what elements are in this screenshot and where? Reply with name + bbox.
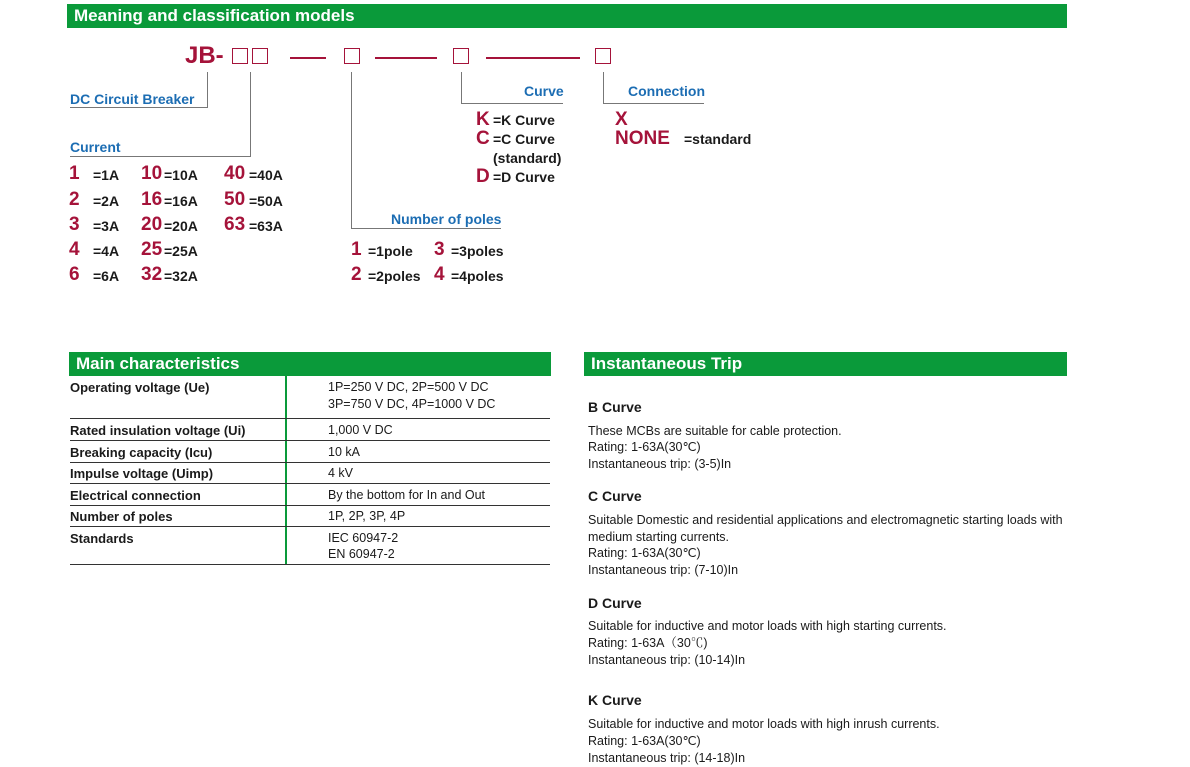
- char-value: 3P=750 V DC, 4P=1000 V DC: [328, 397, 496, 411]
- current-code: 50: [224, 189, 246, 210]
- code-box-current-1: [232, 48, 248, 64]
- char-separator: [70, 462, 550, 463]
- char-label: Operating voltage (Ue): [70, 380, 210, 395]
- trip-line: Rating: 1-63A(30℃): [588, 440, 701, 454]
- trip-line: Suitable Domestic and residential applications and electromagnetic starting loads with medium starting currents.: [588, 513, 1063, 544]
- curve-code: C: [476, 128, 490, 149]
- char-separator: [70, 505, 550, 506]
- code-dash-2: [375, 57, 437, 59]
- characteristics-header: Main characteristics: [69, 352, 551, 376]
- char-value: EN 60947-2: [328, 547, 395, 561]
- curve-label: Curve: [524, 83, 564, 99]
- curve-code: D: [476, 166, 490, 187]
- code-box-current-2: [252, 48, 268, 64]
- current-value: =63A: [249, 218, 283, 234]
- connector-curve-v: [461, 72, 462, 104]
- char-separator: [70, 564, 550, 565]
- current-code: 3: [69, 214, 80, 235]
- char-separator: [70, 526, 550, 527]
- trip-line: Suitable for inductive and motor loads with high starting currents.: [588, 619, 947, 633]
- pole-code: 3: [434, 239, 445, 260]
- trip-line: Instantaneous trip: (14-18)In: [588, 751, 746, 765]
- connector-current-v: [250, 72, 251, 157]
- connection-label: Connection: [628, 83, 705, 99]
- curve-value: =D Curve: [493, 169, 555, 185]
- current-value: =50A: [249, 193, 283, 209]
- char-separator: [70, 483, 550, 484]
- connector-curve-h: [461, 103, 563, 104]
- trip-title: D Curve: [588, 595, 642, 611]
- pole-code: 1: [351, 239, 362, 260]
- poles-label: Number of poles: [391, 211, 502, 227]
- connector-connection-h: [603, 103, 704, 104]
- char-value: 10 kA: [328, 445, 360, 459]
- char-label: Standards: [70, 531, 134, 546]
- curve-note: (standard): [493, 150, 562, 166]
- code-box-poles: [344, 48, 360, 64]
- connection-code: X: [615, 109, 628, 130]
- current-code: 25: [141, 239, 163, 260]
- pole-value: =3poles: [451, 243, 504, 259]
- code-dash-1: [290, 57, 326, 59]
- current-code: 2: [69, 189, 80, 210]
- trip-line: Rating: 1-63A（30℃): [588, 636, 708, 650]
- char-value: 1P=250 V DC, 2P=500 V DC: [328, 380, 489, 394]
- trip-title: C Curve: [588, 488, 642, 504]
- trip-title: K Curve: [588, 692, 642, 708]
- current-code: 6: [69, 264, 80, 285]
- current-code: 4: [69, 239, 80, 260]
- current-value: =1A: [93, 167, 120, 183]
- trip-line: These MCBs are suitable for cable protection.: [588, 424, 842, 438]
- model-prefix: JB-: [185, 42, 224, 69]
- connection-code: NONE: [615, 128, 670, 149]
- pole-code: 2: [351, 264, 362, 285]
- pole-value: =2poles: [368, 268, 421, 284]
- char-label: Rated insulation voltage (Ui): [70, 423, 246, 438]
- current-code: 63: [224, 214, 246, 235]
- current-code: 20: [141, 214, 163, 235]
- trip-title: B Curve: [588, 399, 642, 415]
- current-value: =25A: [164, 243, 198, 259]
- characteristics-column-divider: [285, 376, 287, 564]
- code-dash-3: [486, 57, 580, 59]
- trip-line: Rating: 1-63A(30℃): [588, 734, 701, 748]
- current-value: =20A: [164, 218, 198, 234]
- pole-value: =1pole: [368, 243, 413, 259]
- current-code: 1: [69, 163, 80, 184]
- trip-header: Instantaneous Trip: [584, 352, 1067, 376]
- connector-poles-h: [351, 228, 501, 229]
- current-value: =32A: [164, 268, 198, 284]
- trip-line: Instantaneous trip: (10-14)In: [588, 653, 746, 667]
- current-value: =10A: [164, 167, 198, 183]
- curve-value: =C Curve: [493, 131, 555, 147]
- char-separator: [70, 440, 550, 441]
- meaning-header: Meaning and classification models: [67, 4, 1067, 28]
- current-value: =40A: [249, 167, 283, 183]
- char-separator: [70, 418, 550, 419]
- connector-poles-v: [351, 72, 352, 229]
- connector-dc-h: [70, 107, 208, 108]
- current-code: 40: [224, 163, 246, 184]
- char-value: By the bottom for In and Out: [328, 488, 486, 502]
- trip-line: Suitable for inductive and motor loads with high inrush currents.: [588, 717, 940, 731]
- connector-connection-v: [603, 72, 604, 104]
- connector-current-h: [70, 156, 251, 157]
- connection-value: =standard: [684, 131, 752, 147]
- char-label: Impulse voltage (Uimp): [70, 466, 214, 481]
- pole-code: 4: [434, 264, 445, 285]
- current-value: =2A: [93, 193, 120, 209]
- current-code: 16: [141, 189, 163, 210]
- current-label: Current: [70, 139, 121, 155]
- char-label: Breaking capacity (Icu): [70, 445, 213, 460]
- current-code: 10: [141, 163, 163, 184]
- code-box-curve: [453, 48, 469, 64]
- current-value: =3A: [93, 218, 120, 234]
- connector-dc-v: [207, 72, 208, 108]
- trip-line: Instantaneous trip: (3-5)In: [588, 457, 732, 471]
- current-value: =4A: [93, 243, 120, 259]
- char-value: 4 kV: [328, 466, 354, 480]
- current-value: =6A: [93, 268, 120, 284]
- current-code: 32: [141, 264, 163, 285]
- char-value: 1P, 2P, 3P, 4P: [328, 509, 406, 523]
- char-label: Electrical connection: [70, 488, 201, 503]
- trip-line: Rating: 1-63A(30℃): [588, 546, 701, 560]
- current-value: =16A: [164, 193, 198, 209]
- code-box-connection: [595, 48, 611, 64]
- trip-line: Instantaneous trip: (7-10)In: [588, 563, 739, 577]
- char-label: Number of poles: [70, 509, 173, 524]
- curve-value: =K Curve: [493, 112, 555, 128]
- pole-value: =4poles: [451, 268, 504, 284]
- dc-circuit-breaker-label: DC Circuit Breaker: [70, 91, 195, 107]
- curve-code: K: [476, 109, 490, 130]
- char-value: IEC 60947-2: [328, 531, 399, 545]
- char-value: 1,000 V DC: [328, 423, 393, 437]
